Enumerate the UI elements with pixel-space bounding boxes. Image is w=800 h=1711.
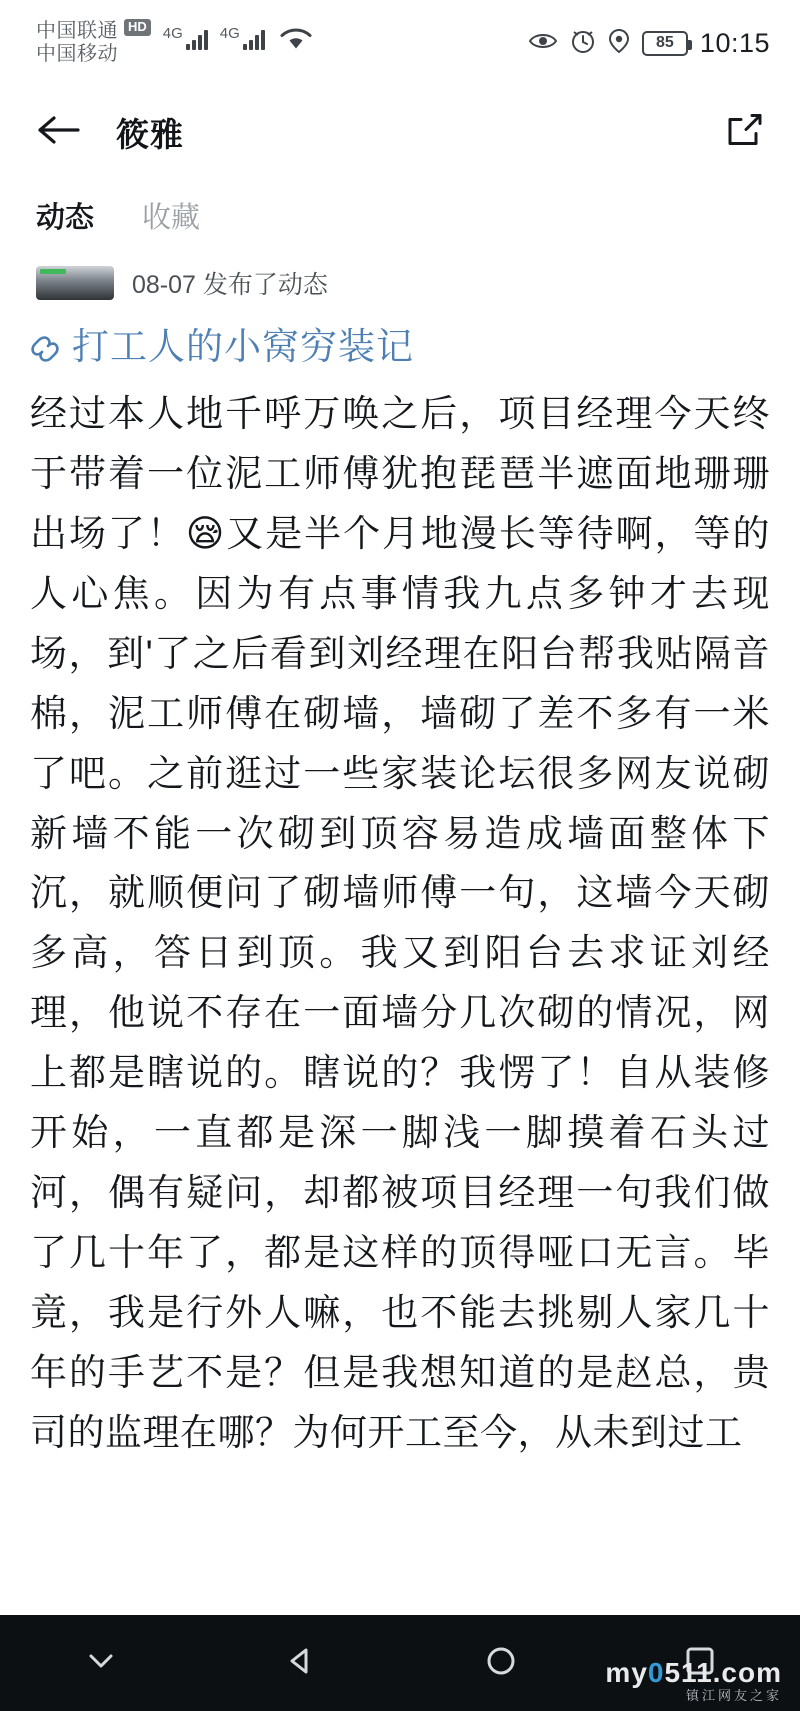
wifi-icon: [279, 25, 313, 56]
tab-favorites[interactable]: 收藏: [142, 201, 201, 234]
eye-icon: [528, 30, 558, 57]
chevron-down-icon[interactable]: [81, 1641, 121, 1686]
circle-home-icon[interactable]: [482, 1642, 520, 1685]
carrier-primary: 中国联通: [36, 20, 118, 42]
back-button[interactable]: [36, 113, 80, 152]
signal-group-2: [219, 25, 265, 50]
post-title[interactable]: 打工人的小窝穷装记: [72, 326, 414, 367]
status-bar: [0, 0, 800, 86]
post-body-text: 经过本人地千呼万唤之后，项目经理今天终于带着一位泥工师傅犹抱琵琶半遮面地珊珊出场了！😪又是半个月地漫长等待啊，等的人心焦。因为有点事情我九点多钟才去现场，到'了之后看到刘经理在阳台帮我贴隔音棉，泥工师傅在砌墙，墙砌了差不多有一米了吧。之前逛过一些家装论坛很多网友说砌新墙不能一次砌到顶容易造成墙面整体下沉，就顺便问了砌墙师傅一句，这墙今天砌多高，答日到顶。我又到阳台去求证刘经理，他说不存在一面墙分几次砌的情况，网上都是瞎说的。瞎说的？我愣了！自从装修开始，一直都是深一脚浅一脚摸着石头过河，偶有疑问，却都被项目经理一句我们做了几十年了，都是这样的顶得哑口无言。毕竟，我是行外人嘛，也不能去挑剔人家几十年的手艺不是？但是我想知道的是赵总，贵司的监理在哪？为何开工至今，从未到过工: [30, 392, 770, 1453]
location-icon: [608, 28, 630, 59]
watermark: [605, 1658, 782, 1703]
post-meta-row[interactable]: [0, 254, 800, 312]
carrier-primary-row: [36, 20, 151, 43]
signal-bars-icon-1: [186, 28, 208, 50]
network-type-1: 4G: [162, 25, 183, 42]
triangle-back-icon[interactable]: [282, 1642, 320, 1685]
battery-icon: [642, 31, 688, 56]
status-bar-right: [528, 0, 770, 86]
app-header: [0, 86, 800, 178]
post-thumbnail[interactable]: [36, 266, 114, 300]
signal-bars-icon-2: [243, 28, 265, 50]
link-icon: [30, 334, 60, 369]
network-type-2: 4G: [219, 25, 240, 42]
signal-group-1: [162, 25, 208, 50]
tab-bar: [0, 178, 800, 254]
page-title: 筱雅: [116, 115, 184, 153]
alarm-icon: [570, 28, 596, 59]
status-bar-left: [36, 20, 313, 66]
status-bar-clock: 10:15: [699, 27, 770, 58]
share-icon[interactable]: [724, 110, 764, 155]
post-title-row[interactable]: [30, 322, 770, 372]
post-content: [0, 312, 800, 1615]
tab-moments[interactable]: 动态: [36, 201, 95, 234]
battery-percent: 85: [656, 34, 674, 51]
system-navigation-bar: [0, 1615, 800, 1711]
hd-badge: HD: [124, 19, 151, 36]
carrier-secondary: 中国移动: [36, 43, 118, 65]
post-meta-text: 08-07 发布了动态: [132, 271, 328, 299]
carrier-labels: [36, 20, 151, 66]
watermark-main: my0511.com: [605, 1656, 782, 1688]
watermark-sub: 镇江网友之家: [685, 1687, 782, 1703]
